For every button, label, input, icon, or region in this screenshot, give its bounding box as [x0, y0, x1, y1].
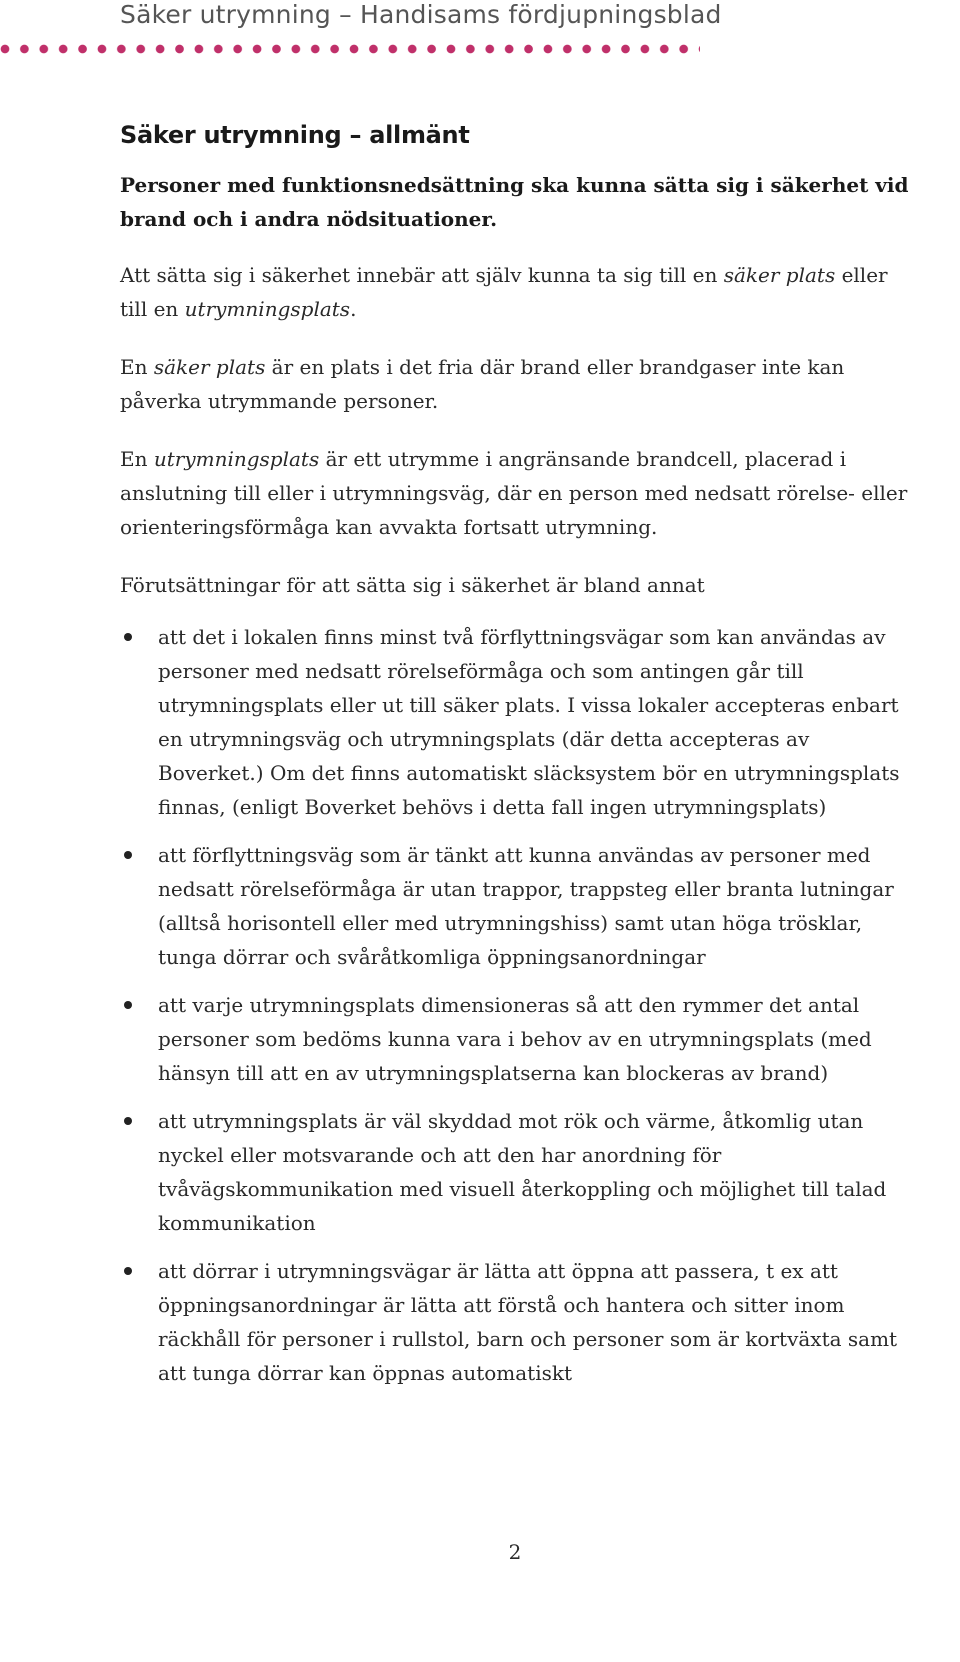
list-item [120, 1254, 920, 1390]
running-header: Säker utrymning – Handisams fördjupningsblad [120, 0, 722, 29]
bullet-icon [124, 1117, 132, 1125]
list-item [120, 1104, 920, 1240]
section-heading: Säker utrymning – allmänt [120, 121, 470, 149]
term-saker-plats: säker plats [153, 355, 266, 379]
list-item-text: att varje utrymningsplats dimensioneras så att den rymmer det antal personer som bedöms kunna vara i behov av en utrymningsplats (med hänsyn till att en av utrymningsplatserna kan blockeras av brand) [158, 993, 872, 1085]
text-run: En [120, 447, 154, 471]
list-item-text: att det i lokalen finns minst två förflyttningsvägar som kan användas av personer med nedsatt rörelseförmåga och som antingen går till utrymningsplats eller ut till säker plats. I vissa lokaler accepteras enbart en utrymningsväg och utrymningsplats (där detta accepteras av Boverket.) Om det finns automatiskt släcksystem bör en utrymningsplats finnas, (enligt Boverket behövs i detta fall ingen utrymningsplats) [158, 625, 900, 819]
prerequisites-list [120, 620, 920, 1390]
bullet-icon [124, 851, 132, 859]
paragraph-safe-place-definition [120, 350, 920, 418]
term-utrymningsplats: utrymningsplats [184, 297, 351, 321]
bullet-icon [124, 633, 132, 641]
term-saker-plats: säker plats [723, 263, 836, 287]
page-number: 2 [508, 1540, 522, 1564]
paragraph-prerequisites: Förutsättningar för att sätta sig i säkerhet är bland annat [120, 573, 705, 597]
term-utrymningsplats: utrymningsplats [153, 447, 320, 471]
text-run: Att sätta sig i säkerhet innebär att själv kunna ta sig till en [120, 263, 724, 287]
text-run: är ett utrymme i angränsande brandcell, placerad i anslutning till eller i utrymningsväg, där en person med nedsatt rörelse- eller orienteringsförmåga kan avvakta fortsatt utrymning. [120, 447, 908, 539]
list-item-text: att dörrar i utrymningsvägar är lätta att öppna att passera, t ex att öppningsanordningar är lätta att förstå och hantera och sitter inom räckhåll för personer i rullstol, barn och personer som är kortväxta samt att tunga dörrar kan öppnas automatiskt [158, 1259, 898, 1385]
list-item-text: att förflyttningsväg som är tänkt att kunna användas av personer med nedsatt rörelseförmåga är utan trappor, trappsteg eller branta lutningar (alltså horisontell eller med utrymningshiss) samt utan höga trösklar, tunga dörrar och svåråtkomliga öppningsanordningar [158, 843, 894, 969]
dotted-divider [0, 44, 700, 56]
list-item [120, 988, 920, 1090]
lead-paragraph: Personer med funktionsnedsättning ska kunna sätta sig i säkerhet vid brand och i andra nödsituationer. [120, 173, 909, 231]
list-item [120, 838, 920, 974]
bullet-icon [124, 1001, 132, 1009]
text-run: eller till en [120, 263, 888, 321]
paragraph-safe-place-intro [120, 258, 920, 326]
text-run: är en plats i det fria där brand eller brandgaser inte kan påverka utrymmande personer. [120, 355, 845, 413]
list-item-text: att utrymningsplats är väl skyddad mot rök och värme, åtkomlig utan nyckel eller motsvarande och att den har anordning för tvåvägskommunikation med visuell återkoppling och möjlighet till talad kommunikation [158, 1109, 887, 1235]
bullet-icon [124, 1267, 132, 1275]
paragraph-evacuation-place-definition [120, 442, 920, 544]
text-run: . [350, 297, 357, 321]
text-run: En [120, 355, 154, 379]
list-item [120, 620, 920, 824]
page-content [120, 118, 920, 1404]
